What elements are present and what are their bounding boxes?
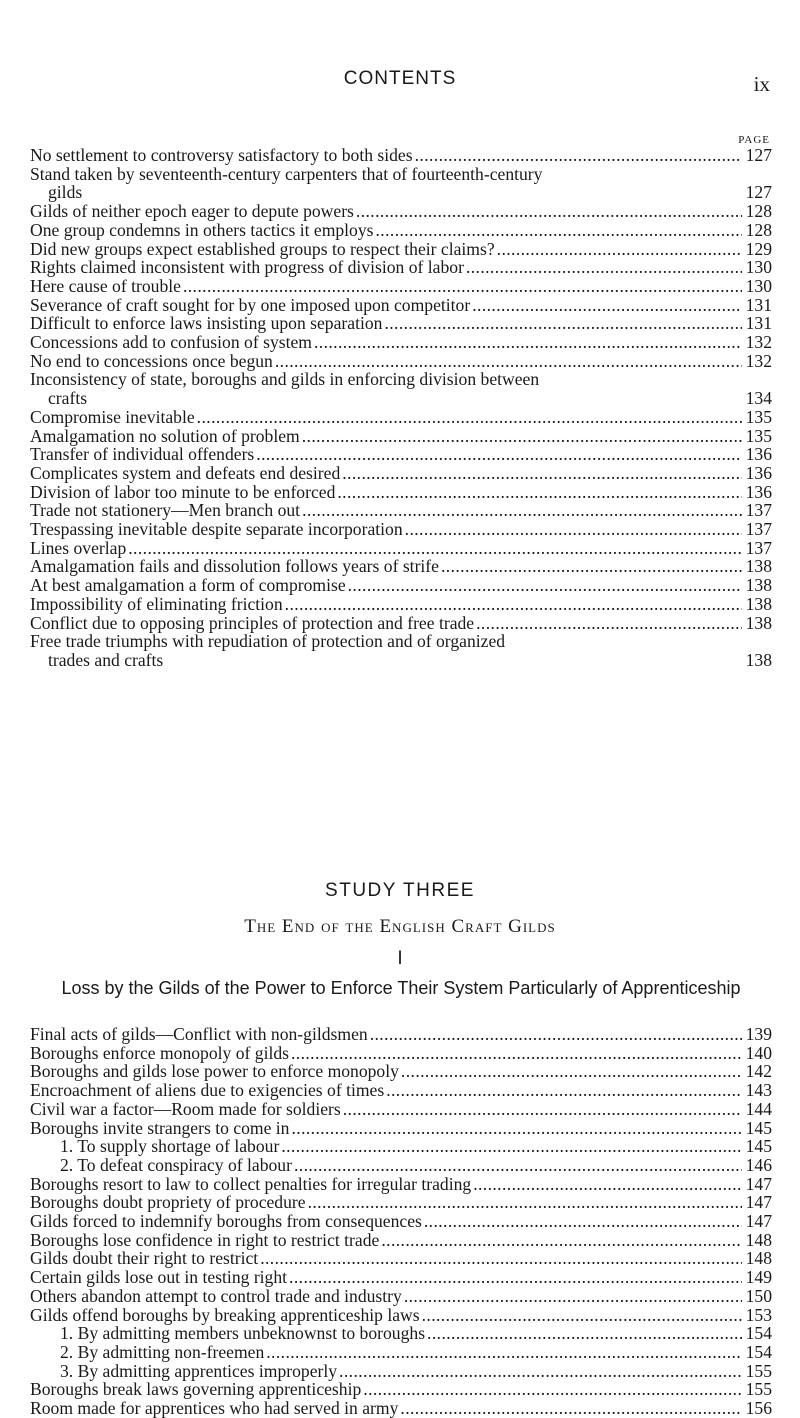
toc-page-number: 138: [745, 575, 772, 596]
leader-dots: [422, 1306, 742, 1325]
leader-dots: [260, 1249, 742, 1268]
toc-entry-text: Civil war a factor—Room made for soldiers: [30, 1098, 341, 1119]
toc-entry-text: Gilds of neither epoch eager to depute powers: [30, 201, 354, 222]
leader-dots: [128, 539, 742, 558]
page-column-label: PAGE: [738, 134, 770, 146]
leader-dots: [476, 614, 742, 633]
leader-dots: [441, 557, 742, 576]
toc-entry-text: At best amalgamation a form of compromise: [30, 575, 346, 596]
toc-entry: [30, 370, 772, 407]
toc-entry: [30, 445, 772, 464]
leader-dots: [289, 1268, 742, 1287]
leader-dots: [472, 296, 742, 315]
toc-entry: [30, 1081, 772, 1100]
toc-entry: [30, 501, 772, 520]
toc-entry-text-continued: crafts: [48, 388, 88, 409]
toc-entry: [30, 296, 772, 315]
toc-entry-text: Lines overlap: [30, 537, 127, 558]
leader-dots: [404, 1287, 742, 1306]
toc-page-number: 129: [745, 238, 772, 259]
toc-entry: [30, 1324, 772, 1343]
toc-page-number: 135: [745, 406, 772, 427]
toc-entry-text: No settlement to controversy satisfactory to both sides: [30, 145, 413, 165]
toc-entry-text: Impossibility of eliminating friction: [30, 593, 283, 614]
toc-entry: [30, 221, 772, 240]
toc-page-number: 127: [745, 182, 772, 203]
toc-entry-text: Boroughs doubt propriety of procedure: [30, 1192, 306, 1213]
toc-entry-text: Division of labor too minute to be enforced: [30, 481, 336, 502]
toc-page-number: 139: [745, 1024, 772, 1044]
toc-entry-text: 2. To defeat conspiracy of labour: [60, 1154, 292, 1175]
toc-page-number: 148: [745, 1248, 772, 1269]
toc-entry: [30, 1119, 772, 1138]
toc-entry-text: Gilds forced to indemnify boroughs from consequences: [30, 1211, 422, 1232]
leader-dots: [163, 651, 744, 670]
leader-dots: [314, 333, 742, 352]
toc-page-number: 149: [745, 1267, 772, 1288]
leader-dots: [281, 1137, 742, 1156]
toc-entry-text: Boroughs break laws governing apprenticeship: [30, 1379, 362, 1400]
toc-page-number: 138: [745, 556, 772, 577]
study-subtitle: The End of the English Craft Gilds: [244, 916, 556, 937]
toc-entry: [30, 1175, 772, 1194]
toc-page-number: 145: [745, 1136, 772, 1157]
toc-entry: [30, 1399, 772, 1418]
toc-entry-text: Boroughs lose confidence in right to restrict trade: [30, 1229, 380, 1250]
toc-entry: [30, 1062, 772, 1081]
leader-dots: [466, 258, 742, 277]
toc-page-number: 138: [745, 649, 772, 670]
toc-entry: [30, 314, 772, 333]
page-header: [0, 68, 800, 98]
toc-entry: [30, 1268, 772, 1287]
leader-dots: [291, 1119, 742, 1138]
toc-entry-text: Difficult to enforce laws insisting upon separation: [30, 313, 383, 334]
toc-entry: [30, 352, 772, 371]
toc-entry: [30, 1249, 772, 1268]
leader-dots: [308, 1193, 742, 1212]
leader-dots: [337, 483, 742, 502]
leader-dots: [356, 202, 742, 221]
leader-dots: [285, 595, 742, 614]
toc-page-number: 136: [745, 462, 772, 483]
toc-entry-text: Boroughs resort to law to collect penalties for irregular trading: [30, 1173, 472, 1194]
toc-entry: [30, 595, 772, 614]
toc-entry: [30, 614, 772, 633]
leader-dots: [275, 352, 742, 371]
toc-page-number: 140: [745, 1042, 772, 1063]
toc-entry: [30, 277, 772, 296]
toc-entry-text: Gilds doubt their right to restrict: [30, 1248, 259, 1269]
toc-page-number: 143: [745, 1080, 772, 1101]
toc-page-number: 134: [745, 388, 772, 409]
toc-page-number: 156: [745, 1398, 772, 1418]
toc-entry: [30, 1025, 772, 1044]
toc-page-number: 137: [745, 537, 772, 558]
toc-page-number: 131: [745, 294, 772, 315]
leader-dots: [424, 1212, 742, 1231]
leader-dots: [427, 1324, 742, 1343]
toc-entry-text: Trade not stationery—Men branch out: [30, 500, 301, 521]
table-of-contents-part-2: [30, 1025, 772, 1418]
toc-entry: [30, 1380, 772, 1399]
leader-dots: [294, 1156, 742, 1175]
toc-entry: [30, 240, 772, 259]
leader-dots: [302, 501, 742, 520]
toc-entry-text: Boroughs and gilds lose power to enforce monopoly: [30, 1061, 399, 1082]
leader-dots: [405, 520, 742, 539]
toc-entry: [30, 1044, 772, 1063]
toc-entry: [30, 576, 772, 595]
toc-entry-text: Others abandon attempt to control trade and industry: [30, 1285, 402, 1306]
toc-entry: [30, 202, 772, 221]
leader-dots: [342, 464, 742, 483]
toc-entry-text: One group condemns in others tactics it employs: [30, 219, 374, 240]
toc-entry-text: Conflict due to opposing principles of protection and free trade: [30, 612, 475, 633]
toc-entry: [30, 1212, 772, 1231]
toc-entry: [30, 1343, 772, 1362]
toc-entry: [30, 1231, 772, 1250]
toc-page-number: 136: [745, 444, 772, 465]
page-number: ix: [753, 72, 770, 96]
toc-entry-text: Transfer of individual offenders: [30, 444, 255, 465]
toc-entry: [30, 1156, 772, 1175]
toc-page-number: 147: [745, 1173, 772, 1194]
toc-page-number: 138: [745, 612, 772, 633]
toc-entry-text: Boroughs enforce monopoly of gilds: [30, 1042, 289, 1063]
toc-entry-text: Compromise inevitable: [30, 406, 195, 427]
leader-dots: [381, 1231, 742, 1250]
toc-entry-text: Severance of craft sought for by one imposed upon competitor: [30, 294, 471, 315]
leader-dots: [370, 1025, 742, 1044]
leader-dots: [400, 1399, 742, 1418]
toc-page-number: 137: [745, 519, 772, 540]
toc-page-number: 128: [745, 201, 772, 222]
toc-page-number: 136: [745, 481, 772, 502]
toc-page-number: 147: [745, 1211, 772, 1232]
toc-page-number: 131: [745, 313, 772, 334]
leader-dots: [415, 146, 742, 165]
leader-dots: [473, 1175, 742, 1194]
toc-entry: [30, 258, 772, 277]
leader-dots: [339, 1362, 742, 1381]
toc-entry-text: Complicates system and defeats end desired: [30, 462, 341, 483]
toc-entry-text-continued: gilds: [48, 182, 83, 203]
leader-dots: [348, 576, 742, 595]
toc-entry: [30, 1193, 772, 1212]
toc-page-number: 146: [745, 1154, 772, 1175]
running-title: CONTENTS: [343, 68, 457, 89]
toc-page-number: 132: [745, 332, 772, 353]
toc-page-number: 155: [745, 1360, 772, 1381]
toc-entry-text: Stand taken by seventeenth-century carpenters that of fourteenth-century: [30, 163, 543, 184]
toc-entry-text: Inconsistency of state, boroughs and gilds in enforcing division between: [30, 369, 540, 390]
toc-entry: [30, 408, 772, 427]
toc-entry-text: 2. By admitting non-freemen: [60, 1341, 265, 1362]
leader-dots: [376, 221, 743, 240]
toc-entry-text: Boroughs invite strangers to come in: [30, 1117, 290, 1138]
toc-page-number: 138: [745, 593, 772, 614]
toc-entry: [30, 165, 772, 202]
toc-entry-text: Certain gilds lose out in testing right: [30, 1267, 288, 1288]
toc-entry-text: Amalgamation fails and dissolution follows years of strife: [30, 556, 439, 577]
toc-entry-text: 1. To supply shortage of labour: [60, 1136, 280, 1157]
toc-page-number: 127: [745, 145, 772, 165]
toc-page-number: 142: [745, 1061, 772, 1082]
toc-entry-text: Amalgamation no solution of problem: [30, 425, 300, 446]
toc-page-number: 135: [745, 425, 772, 446]
toc-entry-text: Did new groups expect established groups to respect their claims?: [30, 238, 495, 259]
toc-page-number: 150: [745, 1285, 772, 1306]
toc-entry: [30, 1362, 772, 1381]
toc-page-number: 154: [745, 1341, 772, 1362]
toc-entry-text: 1. By admitting members unbeknownst to boroughs: [60, 1323, 426, 1344]
leader-dots: [87, 389, 744, 408]
toc-entry-text: Rights claimed inconsistent with progress of division of labor: [30, 257, 464, 278]
toc-entry-text: Room made for apprentices who had served in army: [30, 1398, 399, 1418]
toc-entry-text: Encroachment of aliens due to exigencies of times: [30, 1080, 385, 1101]
toc-entry: [30, 632, 772, 669]
toc-entry-text: Free trade triumphs with repudiation of protection and of organized: [30, 631, 506, 652]
leader-dots: [302, 427, 742, 446]
toc-entry: [30, 1306, 772, 1325]
toc-entry-text: Trespassing inevitable despite separate incorporation: [30, 519, 403, 540]
toc-entry: [30, 333, 772, 352]
leader-dots: [363, 1380, 742, 1399]
toc-page-number: 144: [745, 1098, 772, 1119]
leader-dots: [386, 1081, 742, 1100]
toc-page-number: 128: [745, 219, 772, 240]
leader-dots: [197, 408, 742, 427]
study-title: STUDY THREE: [325, 880, 475, 901]
leader-dots: [291, 1044, 742, 1063]
leader-dots: [401, 1062, 742, 1081]
leader-dots: [183, 277, 742, 296]
toc-page-number: 137: [745, 500, 772, 521]
leader-dots: [266, 1343, 742, 1362]
section-title: Loss by the Gilds of the Power to Enforce Their System Particularly of Apprenticeship: [61, 978, 741, 998]
toc-entry: [30, 557, 772, 576]
toc-entry: [30, 146, 772, 165]
toc-entry: [30, 539, 772, 558]
leader-dots: [256, 445, 742, 464]
toc-page-number: 148: [745, 1229, 772, 1250]
toc-page-number: 154: [745, 1323, 772, 1344]
leader-dots: [384, 314, 742, 333]
toc-entry-text: Here cause of trouble: [30, 275, 181, 296]
section-number: I: [397, 948, 403, 969]
toc-entry: [30, 1137, 772, 1156]
toc-page-number: 155: [745, 1379, 772, 1400]
toc-entry: [30, 1100, 772, 1119]
toc-entry-text: Final acts of gilds—Conflict with non-gildsmen: [30, 1024, 368, 1044]
toc-entry-text: No end to concessions once begun: [30, 350, 273, 371]
toc-entry-text: 3. By admitting apprentices improperly: [60, 1360, 338, 1381]
toc-page-number: 132: [745, 350, 772, 371]
toc-entry-text: Gilds offend boroughs by breaking apprenticeship laws: [30, 1304, 420, 1325]
leader-dots: [82, 183, 744, 202]
toc-entry-text: Concessions add to confusion of system: [30, 332, 312, 353]
leader-dots: [497, 240, 742, 259]
toc-page-number: 130: [745, 257, 772, 278]
toc-page-number: 130: [745, 275, 772, 296]
toc-page-number: 145: [745, 1117, 772, 1138]
toc-entry-text-continued: trades and crafts: [48, 649, 164, 670]
toc-page-number: 147: [745, 1192, 772, 1213]
table-of-contents-part-1: [30, 146, 772, 670]
toc-entry: [30, 483, 772, 502]
toc-entry: [30, 1287, 772, 1306]
leader-dots: [343, 1100, 742, 1119]
toc-entry: [30, 427, 772, 446]
toc-page-number: 153: [745, 1304, 772, 1325]
toc-entry: [30, 520, 772, 539]
toc-entry: [30, 464, 772, 483]
